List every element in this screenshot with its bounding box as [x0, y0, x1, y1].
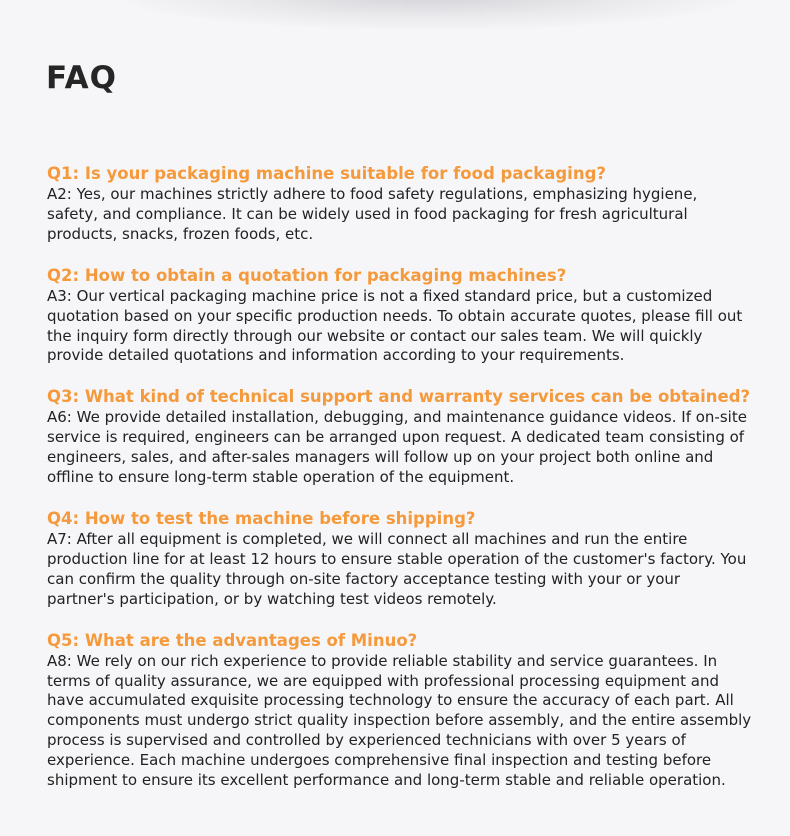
faq-question-3: Q3: What kind of technical support and warranty services can be obtained? — [47, 387, 751, 407]
faq-answer-1: A2: Yes, our machines strictly adhere to food safety regulations, emphasizing hygiene, safety, and compliance. It can be widely used in food packaging for fresh agricultural products, snacks, frozen foods, etc. — [47, 185, 698, 243]
faq-answer-3: A6: We provide detailed installation, debugging, and maintenance guidance videos. If on-site service is required, engineers can be arranged upon request. A dedicated team consisting of engineers, sales, and after-sales managers will follow up on your project both online and offline to ensure long-term stable operation of the equipment. — [47, 408, 747, 487]
faq-item-3 — [47, 386, 752, 488]
faq-answer-4: A7: After all equipment is completed, we will connect all machines and run the entire production line for at least 12 hours to ensure stable operation of the customer's factory. You can confirm the quality through on-site factory acceptance testing with your or your partner's participation, or by watching test videos remotely. — [47, 529, 747, 608]
faq-question-4: Q4: How to test the machine before shipping? — [47, 508, 476, 528]
faq-question-2: Q2: How to obtain a quotation for packaging machines? — [47, 265, 567, 285]
faq-item-2 — [47, 265, 752, 367]
faq-answer-2: A3: Our vertical packaging machine price is not a fixed standard price, but a customized quotation based on your specific production needs. To obtain accurate quotes, please fill out the inquiry form directly through our website or contact our sales team. We will quickly provide detailed quotations and information according to your requirements. — [47, 286, 743, 365]
faq-question-5: Q5: What are the advantages of Minuo? — [47, 630, 418, 650]
faq-list — [47, 163, 752, 811]
faq-item-1 — [47, 163, 752, 245]
header-shadow-decoration — [120, 0, 740, 30]
faq-answer-5: A8: We rely on our rich experience to provide reliable stability and service guarantees. In terms of quality assurance, we are equipped with professional processing equipment and have accumulated exquisite processing technology to ensure the accuracy of each part. All components must undergo strict quality inspection before assembly, and the entire assembly process is supervised and controlled by experienced technicians with over 5 years of experience. Each machine undergoes comprehensive final inspection and testing before shipment to ensure its excellent performance and long-term stable and reliable operation. — [47, 651, 752, 790]
faq-item-4 — [47, 508, 752, 610]
page-title: FAQ — [46, 60, 117, 96]
faq-item-5 — [47, 630, 752, 791]
faq-question-1: Q1: Is your packaging machine suitable for food packaging? — [47, 164, 606, 183]
